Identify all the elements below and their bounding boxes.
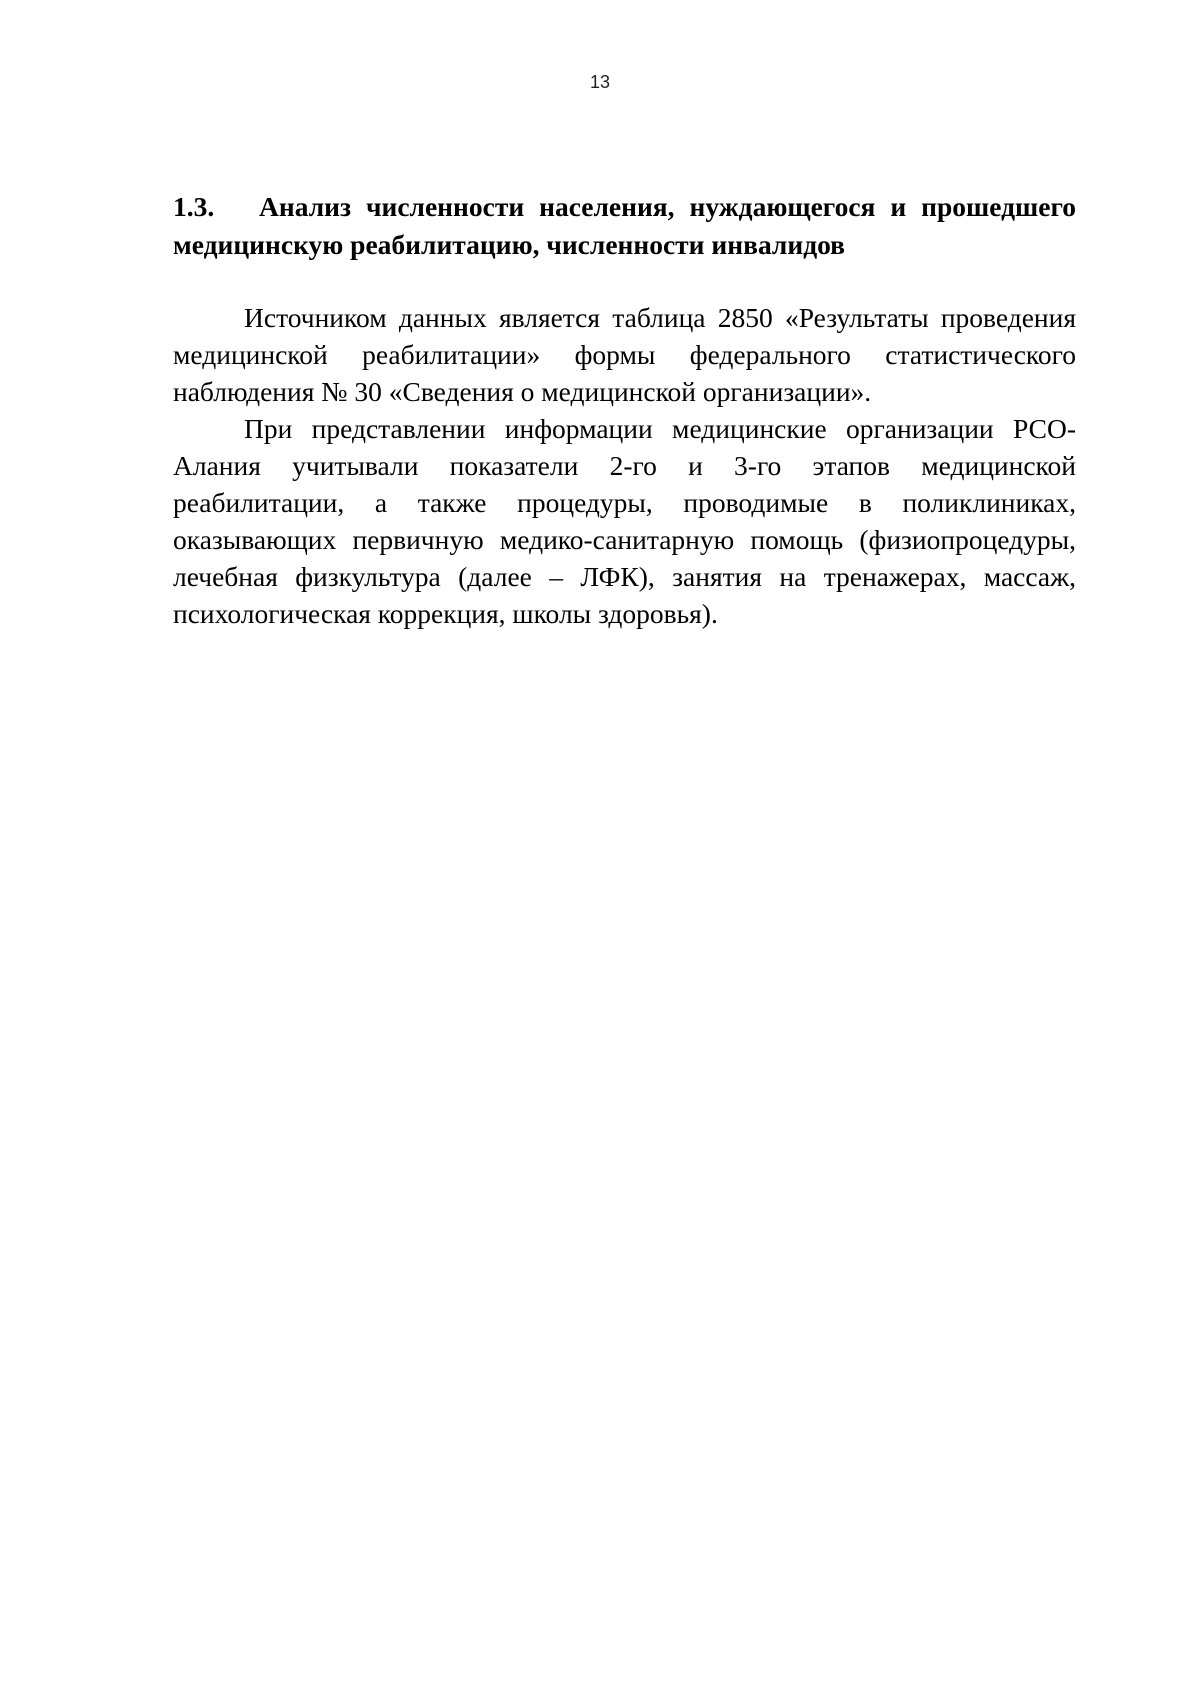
body-text <box>173 299 1076 632</box>
page-number: 13 <box>589 72 611 92</box>
paragraph-source: Источником данных является таблица 2850 «Результаты проведения медицинской реабилитации» формы федерального статистического наблюдения № 30 «Сведения о медицинской организации». <box>173 302 1076 407</box>
paragraph-info: При представлении информации медицинские организации РСО-Алания учитывали показатели 2-го и 3-го этапов медицинской реабилитации, а также процедуры, проводимые в поликлиниках, оказывающих первичную медико-санитарную помощь (физиопроцедуры, лечебная физкультура (далее – ЛФК), занятия на тренажерах, массаж, психологическая коррекция, школы здоровья). <box>173 413 1076 629</box>
section-heading <box>173 188 1076 264</box>
section-number: 1.3. <box>173 191 215 222</box>
section-title: Анализ численности населения, нуждающегося и прошедшего медицинскую реабилитацию, численности инвалидов <box>173 191 1076 260</box>
